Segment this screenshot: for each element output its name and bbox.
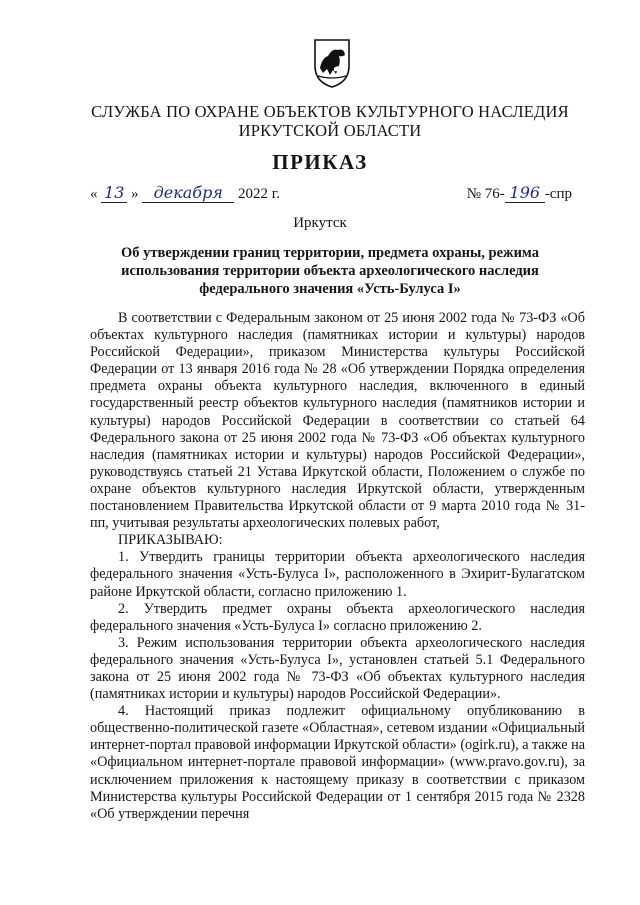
document-type-title: ПРИКАЗ (272, 150, 368, 174)
organization-name-line2: ИРКУТСКОЙ ОБЛАСТИ (238, 121, 422, 140)
order-body (90, 310, 585, 823)
order-item: 4. Настоящий приказ подлежит официальному опубликованию в общественно-политической газете «Областная», сетевом издании «Официальный интернет-портал правовой информации Иркутской области» (ogirk.ru), а также на «Официальном интернет-портале правовой информации» (www.pravo.gov.ru), за исключением приложения к настоящему приказу в соответствии с приказом Министерства культуры Российской Федерации от 1 сентября 2015 года № 2328 «Об утверждении перечня (90, 703, 585, 822)
coat-of-arms-icon (312, 38, 352, 88)
document-date (90, 183, 280, 203)
order-item: 3. Режим использования территории объекта археологического наследия федерального значения «Усть-Булуса I», установлен статьей 5.1 Федерального закона от 25 июня 2002 года № 73-ФЗ «Об объектах культурного наследия (памятниках истории и культуры) народов Российской Федерации». (90, 634, 585, 703)
order-word: ПРИКАЗЫВАЮ: (118, 532, 223, 549)
order-item: 2. Утвердить предмет охраны объекта археологического наследия федерального значения «Усть-Булуса I» согласно приложению 2. (90, 600, 585, 634)
order-heading: Об утверждении границ территории, предмета охраны, режима использования территории объекта археологического наследия федерального значения «Усть-Булуса I» (121, 245, 539, 297)
number-handwritten: 196 (505, 183, 545, 203)
date-day: 13 (101, 183, 127, 203)
order-item: 1. Утвердить границы территории объекта археологического наследия федерального значения «Усть-Булуса I», расположенного в Эхирит-Булагатском районе Иркутской области, согласно приложению 1. (90, 549, 585, 600)
number-prefix: № 76- (466, 186, 505, 202)
date-quote-close: » (131, 186, 139, 202)
document-number (467, 183, 572, 203)
city-name: Иркутск (293, 215, 347, 231)
date-month: декабря (142, 183, 234, 203)
number-suffix: -спр (544, 186, 572, 202)
organization-name-line1: СЛУЖБА ПО ОХРАНЕ ОБЪЕКТОВ КУЛЬТУРНОГО НАСЛЕДИЯ (91, 102, 569, 121)
date-year: 2022 г. (238, 186, 280, 202)
preamble-paragraph: В соответствии с Федеральным законом от 25 июня 2002 года № 73-ФЗ «Об объектах культурного наследия (памятниках истории и культуры) народов Российской Федерации», приказом Министерства культуры Российской Федерации от 13 января 2016 года № 28 «Об утверждении Порядка определения предмета охраны объекта культурного наследия, включенного в единый государственный реестр объектов культурного наследия (памятников истории и культуры) народов Российской Федерации в соответствии со статьей 64 Федерального закона от 25 июня 2002 года № 73-ФЗ «Об объектах культурного наследия (памятниках истории и культуры) народов Российской Федерации», руководствуясь статьей 21 Устава Иркутской области, Положением о службе по охране объектов культурного наследия Иркутской области, утвержденным постановлением Правительства Иркутской области от 9 марта 2010 года № 31-пп, учитывая результаты археологических полевых работ, (90, 310, 585, 532)
date-quote-open: « (90, 186, 98, 202)
